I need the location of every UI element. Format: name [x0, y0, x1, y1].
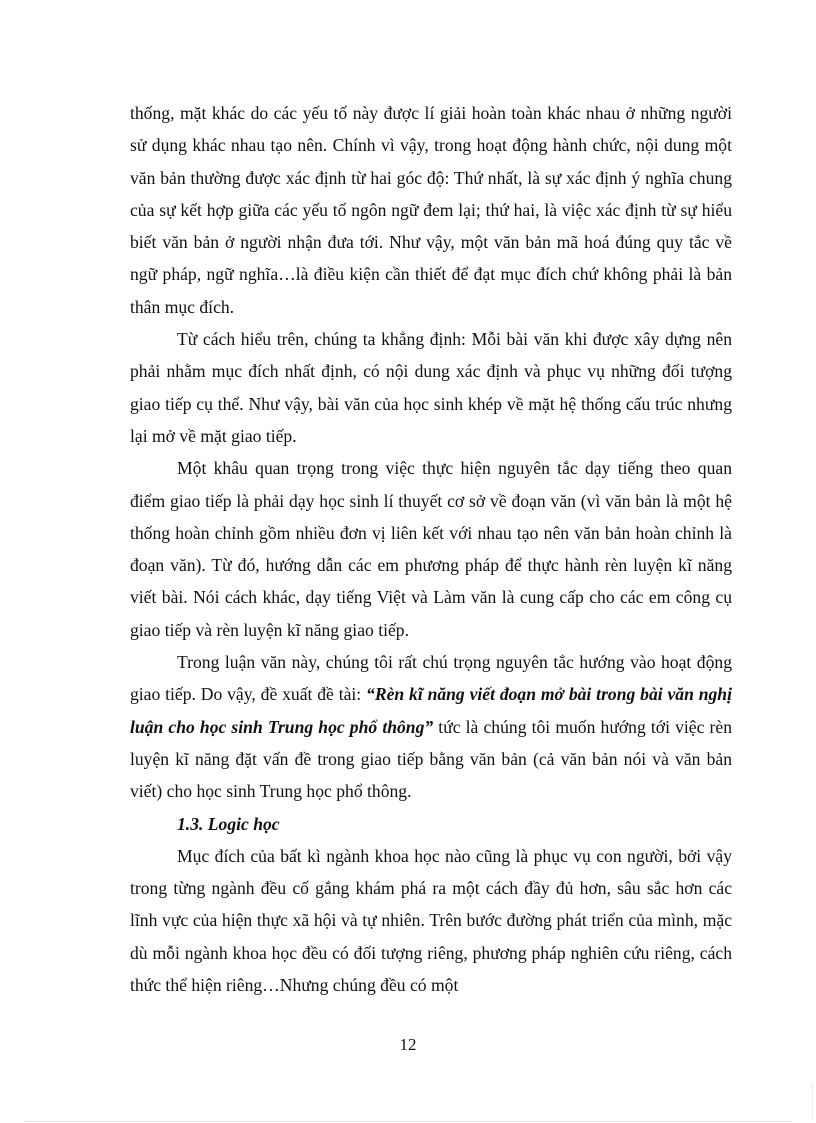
- paragraph-text: tức là chúng tôi muốn hướng tới việc rèn luyện kĩ năng đặt vấn đề trong giao tiếp bằng văn bản (cả văn bản nói và văn bản viết) cho học sinh Trung học phổ thông.: [130, 716, 732, 802]
- paragraph-text: Trong luận văn này, chúng tôi rất chú trọng nguyên tắc hướng vào hoạt động giao tiếp. Do vậy, đề xuất đề tài:: [130, 652, 732, 705]
- page-border-right: [812, 1084, 813, 1120]
- paragraph: Một khâu quan trọng trong việc thực hiện nguyên tắc dạy tiếng theo quan điểm giao tiếp là phải dạy học sinh lí thuyết cơ sở về đoạn văn (vì văn bản là một hệ thống hoàn chỉnh gồm nhiều đơn vị liên kết với nhau tạo nên văn bản hoàn chỉnh là đoạn văn). Từ đó, hướng dẫn các em phương pháp để thực hành rèn luyện kĩ năng viết bài. Nói cách khác, dạy tiếng Việt và Làm văn là cung cấp cho các em công cụ giao tiếp và rèn luyện kĩ năng giao tiếp.: [130, 458, 732, 640]
- paragraph-continuation: thống, mặt khác do các yếu tố này được lí giải hoàn toàn khác nhau ở những người sử dụng khác nhau tạo nên. Chính vì vậy, trong hoạt động hành chức, nội dung một văn bản thường được xác định từ hai góc độ: Thứ nhất, là sự xác định ý nghĩa chung của sự kết hợp giữa các yếu tố ngôn ngữ đem lại; thứ hai, là việc xác định từ sự hiểu biết văn bản ở người nhận đưa tới. Như vậy, một văn bản mã hoá đúng quy tắc về ngữ pháp, ngữ nghĩa…là điều kiện cần thiết để đạt mục đích chứ không phải là bản thân mục đích.: [130, 103, 732, 317]
- thesis-title: “Rèn kĩ năng viết đoạn mở bài trong bài văn nghị luận cho học sinh Trung học phổ thông”: [130, 684, 732, 737]
- paragraph: Mục đích của bất kì ngành khoa học nào cũng là phục vụ con người, bởi vậy trong từng ngành đều cố gắng khám phá ra một cách đầy đủ hơn, sâu sắc hơn các lĩnh vực của hiện thực xã hội và tự nhiên. Trên bước đường phát triển của mình, mặc dù mỗi ngành khoa học đều có đối tượng riêng, phương pháp nghiên cứu riêng, cách thức thể hiện riêng…Nhưng chúng đều có một: [130, 845, 732, 996]
- page-number: 12: [399, 1035, 417, 1054]
- paragraph: Từ cách hiểu trên, chúng ta khẳng định: Mỗi bài văn khi được xây dựng nên phải nhằm mục đích nhất định, có nội dung xác định và phục vụ những đối tượng giao tiếp cụ thể. Như vậy, bài văn của học sinh khép về mặt hệ thống cấu trúc nhưng lại mở về mặt giao tiếp.: [130, 329, 732, 446]
- body-text: [130, 97, 732, 1001]
- page-border-bottom: [24, 1121, 792, 1122]
- paragraph-topic: [130, 646, 732, 807]
- section-heading: 1.3. Logic học: [177, 813, 280, 834]
